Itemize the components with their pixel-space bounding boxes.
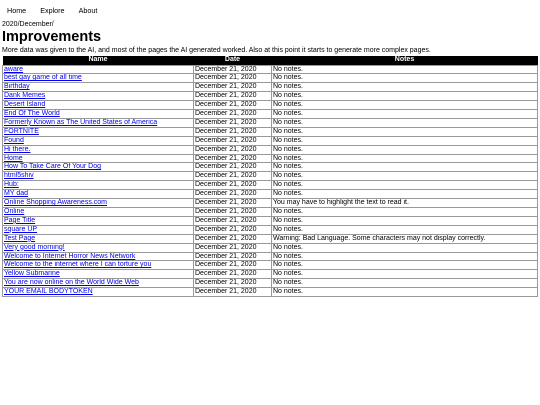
cell-date: December 21, 2020	[194, 288, 272, 297]
cell-name	[3, 288, 194, 297]
table-row	[3, 136, 538, 145]
cell-name	[3, 110, 194, 119]
cell-name	[3, 243, 194, 252]
cell-date: December 21, 2020	[194, 190, 272, 199]
page-link[interactable]: Online Shopping Awareness.com	[4, 199, 107, 207]
cell-notes: Warning: Bad Language. Some characters may not display correctly.	[272, 234, 538, 243]
header-date: Date	[194, 56, 272, 65]
page-link[interactable]: FORTNITE	[4, 127, 39, 135]
cell-date: December 21, 2020	[194, 136, 272, 145]
table-row	[3, 252, 538, 261]
cell-notes: No notes.	[272, 110, 538, 119]
table-row	[3, 208, 538, 217]
page-link[interactable]: Desert Island	[4, 101, 46, 109]
cell-name	[3, 92, 194, 101]
table-row	[3, 127, 538, 136]
page-link[interactable]: You are now online on the World Wide Web	[4, 279, 139, 287]
cell-notes: No notes.	[272, 154, 538, 163]
table-row	[3, 225, 538, 234]
cell-notes: No notes.	[272, 208, 538, 217]
cell-notes: No notes.	[272, 216, 538, 225]
cell-notes: No notes.	[272, 181, 538, 190]
cell-name	[3, 216, 194, 225]
page-link[interactable]: Dank Memes	[4, 92, 46, 100]
page-link[interactable]: Welcome to Internet Horror News Network	[4, 252, 136, 260]
page-link[interactable]: YOUR EMAIL BODYTOKEN	[4, 288, 93, 296]
page-link[interactable]: Very good morning!	[4, 243, 65, 251]
page-title: Improvements	[2, 29, 102, 45]
cell-date: December 21, 2020	[194, 243, 272, 252]
table-row	[3, 270, 538, 279]
cell-name	[3, 279, 194, 288]
page-link[interactable]: Home	[4, 154, 23, 162]
cell-notes: No notes.	[272, 225, 538, 234]
cell-notes: No notes.	[272, 145, 538, 154]
breadcrumb: 2020/December/	[2, 21, 54, 28]
cell-notes: No notes.	[272, 163, 538, 172]
cell-name	[3, 234, 194, 243]
cell-date: December 21, 2020	[194, 127, 272, 136]
page-link[interactable]: Test Page	[4, 234, 36, 242]
table-row	[3, 190, 538, 199]
table-row	[3, 172, 538, 181]
cell-name	[3, 190, 194, 199]
page-link[interactable]: square UP	[4, 225, 38, 233]
table-row	[3, 83, 538, 92]
nav-explore-link[interactable]: Explore	[40, 5, 65, 15]
table-row	[3, 261, 538, 270]
cell-date: December 21, 2020	[194, 181, 272, 190]
cell-notes: No notes.	[272, 127, 538, 136]
cell-date: December 21, 2020	[194, 208, 272, 217]
cell-name	[3, 208, 194, 217]
page-link[interactable]: Birthday	[4, 83, 30, 91]
cell-notes: No notes.	[272, 279, 538, 288]
cell-notes: No notes.	[272, 172, 538, 181]
cell-date: December 21, 2020	[194, 163, 272, 172]
cell-notes: No notes.	[272, 65, 538, 74]
cell-notes: No notes.	[272, 136, 538, 145]
cell-notes: No notes.	[272, 288, 538, 297]
cell-date: December 21, 2020	[194, 154, 272, 163]
table-row	[3, 92, 538, 101]
header-notes: Notes	[272, 56, 538, 65]
cell-date: December 21, 2020	[194, 110, 272, 119]
cell-name	[3, 252, 194, 261]
table-row	[3, 163, 538, 172]
cell-name	[3, 225, 194, 234]
cell-date: December 21, 2020	[194, 118, 272, 127]
table-row	[3, 216, 538, 225]
cell-date: December 21, 2020	[194, 199, 272, 208]
table-row	[3, 110, 538, 119]
cell-date: December 21, 2020	[194, 225, 272, 234]
pages-table	[2, 56, 538, 297]
cell-date: December 21, 2020	[194, 270, 272, 279]
cell-date: December 21, 2020	[194, 279, 272, 288]
page-link[interactable]: Formerly Known as The United States of America	[4, 118, 158, 126]
table-row	[3, 154, 538, 163]
cell-date: December 21, 2020	[194, 172, 272, 181]
cell-name	[3, 145, 194, 154]
table-row	[3, 234, 538, 243]
header-name: Name	[3, 56, 194, 65]
cell-date: December 21, 2020	[194, 261, 272, 270]
table-row	[3, 199, 538, 208]
page-link[interactable]: html5shiv	[4, 172, 34, 180]
nav-about-link[interactable]: About	[78, 5, 98, 15]
page-link[interactable]: Page Title	[4, 216, 36, 224]
cell-date: December 21, 2020	[194, 74, 272, 83]
page-link[interactable]: Hub:	[4, 181, 19, 189]
page-link[interactable]: MY dad	[4, 190, 28, 198]
page-link[interactable]: Found	[4, 136, 24, 144]
table-row	[3, 288, 538, 297]
page-link[interactable]: Hi there.	[4, 145, 31, 153]
cell-name	[3, 65, 194, 74]
page-description: More data was given to the AI, and most of the pages the AI generated worked. Also at this point it starts to generate more complex pages.	[2, 47, 431, 54]
cell-notes: No notes.	[272, 92, 538, 101]
cell-date: December 21, 2020	[194, 216, 272, 225]
cell-date: December 21, 2020	[194, 92, 272, 101]
page-link[interactable]: Welcome to the internet where I can torture you	[4, 261, 152, 269]
cell-notes: No notes.	[272, 101, 538, 110]
cell-notes: No notes.	[272, 243, 538, 252]
cell-date: December 21, 2020	[194, 145, 272, 154]
cell-name	[3, 74, 194, 83]
cell-date: December 21, 2020	[194, 252, 272, 261]
nav-home-link[interactable]: Home	[7, 5, 27, 15]
table-row	[3, 65, 538, 74]
cell-name	[3, 199, 194, 208]
cell-notes: No notes.	[272, 118, 538, 127]
cell-name	[3, 83, 194, 92]
top-nav	[0, 0, 540, 20]
cell-name	[3, 270, 194, 279]
cell-name	[3, 101, 194, 110]
cell-date: December 21, 2020	[194, 83, 272, 92]
cell-name	[3, 136, 194, 145]
cell-date: December 21, 2020	[194, 234, 272, 243]
page-link[interactable]: aware	[4, 65, 24, 73]
table-row	[3, 101, 538, 110]
table-row	[3, 145, 538, 154]
table-row	[3, 74, 538, 83]
cell-notes: You may have to highlight the text to read it.	[272, 199, 538, 208]
table-row	[3, 243, 538, 252]
cell-notes: No notes.	[272, 83, 538, 92]
cell-date: December 21, 2020	[194, 65, 272, 74]
cell-name	[3, 127, 194, 136]
table-row	[3, 118, 538, 127]
page-link[interactable]: End Of The World	[4, 110, 60, 118]
cell-name	[3, 181, 194, 190]
cell-notes: No notes.	[272, 74, 538, 83]
table-row	[3, 279, 538, 288]
table-body	[3, 65, 538, 297]
cell-name	[3, 154, 194, 163]
cell-notes: No notes.	[272, 270, 538, 279]
cell-name	[3, 172, 194, 181]
page-link[interactable]: How To Take Care Of Your Dog	[4, 163, 102, 171]
cell-notes: No notes.	[272, 190, 538, 199]
cell-notes: No notes.	[272, 252, 538, 261]
cell-name	[3, 261, 194, 270]
cell-name	[3, 163, 194, 172]
table-header-row	[3, 56, 538, 65]
cell-name	[3, 118, 194, 127]
table-row	[3, 181, 538, 190]
page-link[interactable]: Online	[4, 208, 25, 215]
page-link[interactable]: best gay game of all time	[4, 74, 82, 82]
cell-date: December 21, 2020	[194, 101, 272, 110]
page-link[interactable]: Yellow Submarine	[4, 270, 60, 278]
cell-notes: No notes.	[272, 261, 538, 270]
